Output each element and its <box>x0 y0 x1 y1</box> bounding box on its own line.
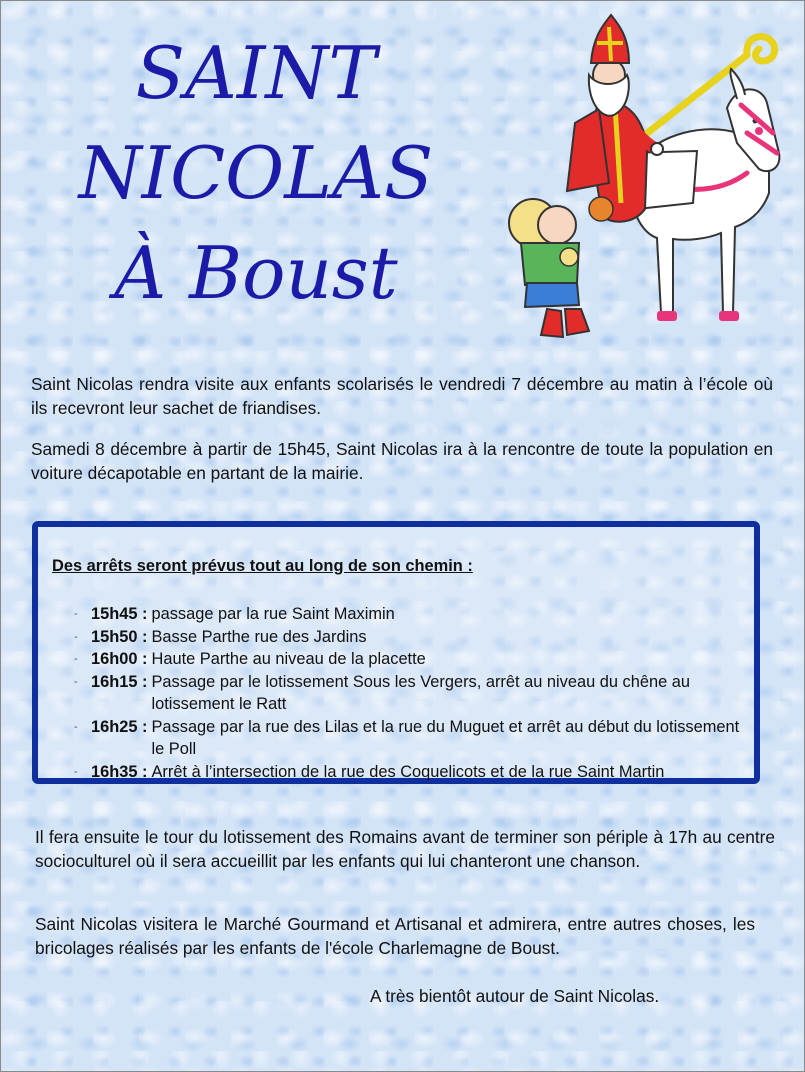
bullet-dash-icon: - <box>74 608 78 620</box>
saint-nicolas-illustration <box>497 13 797 343</box>
bullet-dash-icon: - <box>74 765 78 778</box>
stop-item <box>74 716 754 761</box>
stop-time: 16h00 : <box>91 650 148 668</box>
stop-time: 16h15 : <box>91 672 148 691</box>
stop-description: Passage par la rue des Lilas et la rue du Muguet et arrêt au début du lotissement le Poll <box>151 717 740 758</box>
bullet-dash-icon: - <box>74 653 78 665</box>
stop-time: 15h50 : <box>91 627 148 646</box>
page-title <box>41 23 471 323</box>
stop-item <box>74 648 754 671</box>
title-line-2: NICOLAS <box>78 131 434 215</box>
closing-line: A très bientôt autour de Saint Nicolas. <box>370 986 660 1006</box>
stops-heading: Des arrêts seront prévus tout au long de son chemin : <box>52 557 473 575</box>
stop-item <box>74 603 754 626</box>
intro-paragraph-saturday-tour: Samedi 8 décembre à partir de 15h45, Saint Nicolas ira à la rencontre de toute la population en voiture décapotable en partant de la mairie. <box>31 439 773 483</box>
stops-box <box>32 521 760 784</box>
title-line-3: À Boust <box>114 231 398 315</box>
title-line-1: SAINT <box>135 31 377 115</box>
stop-description: Basse Parthe rue des Jardins <box>151 627 367 646</box>
stop-description: Haute Parthe au niveau de la placette <box>151 650 426 668</box>
stop-description: passage par la rue Saint Maximin <box>151 605 395 623</box>
bullet-dash-icon: - <box>74 675 78 688</box>
stop-time: 16h35 : <box>91 762 148 781</box>
stop-time: 15h45 : <box>91 605 148 623</box>
stop-description: Arrêt à l’intersection de la rue des Coquelicots et de la rue Saint Martin <box>151 762 665 781</box>
stop-item <box>74 761 754 784</box>
paragraph-marche-gourmand: Saint Nicolas visitera le Marché Gourmand et Artisanal et admirera, entre autres choses, les bricolages réalisés par les enfants de l'école Charlemagne de Boust. <box>35 914 755 958</box>
stop-time: 16h25 : <box>91 717 148 736</box>
bullet-dash-icon: - <box>74 720 78 733</box>
stop-item <box>74 671 754 716</box>
stop-item <box>74 626 754 649</box>
paragraph-lotissement-romains: Il fera ensuite le tour du lotissement des Romains avant de terminer son périple à 17h au centre socioculturel où il sera accueillit par les enfants qui lui chanteront une chanson. <box>35 827 775 871</box>
stop-description: Passage par le lotissement Sous les Vergers, arrêt au niveau du chêne au lotissement le Ratt <box>151 672 690 713</box>
intro-paragraph-school-visit: Saint Nicolas rendra visite aux enfants scolarisés le vendredi 7 décembre au matin à l’école où ils recevront leur sachet de friandises. <box>31 374 773 418</box>
bullet-dash-icon: - <box>74 630 78 643</box>
stops-list <box>74 603 754 783</box>
